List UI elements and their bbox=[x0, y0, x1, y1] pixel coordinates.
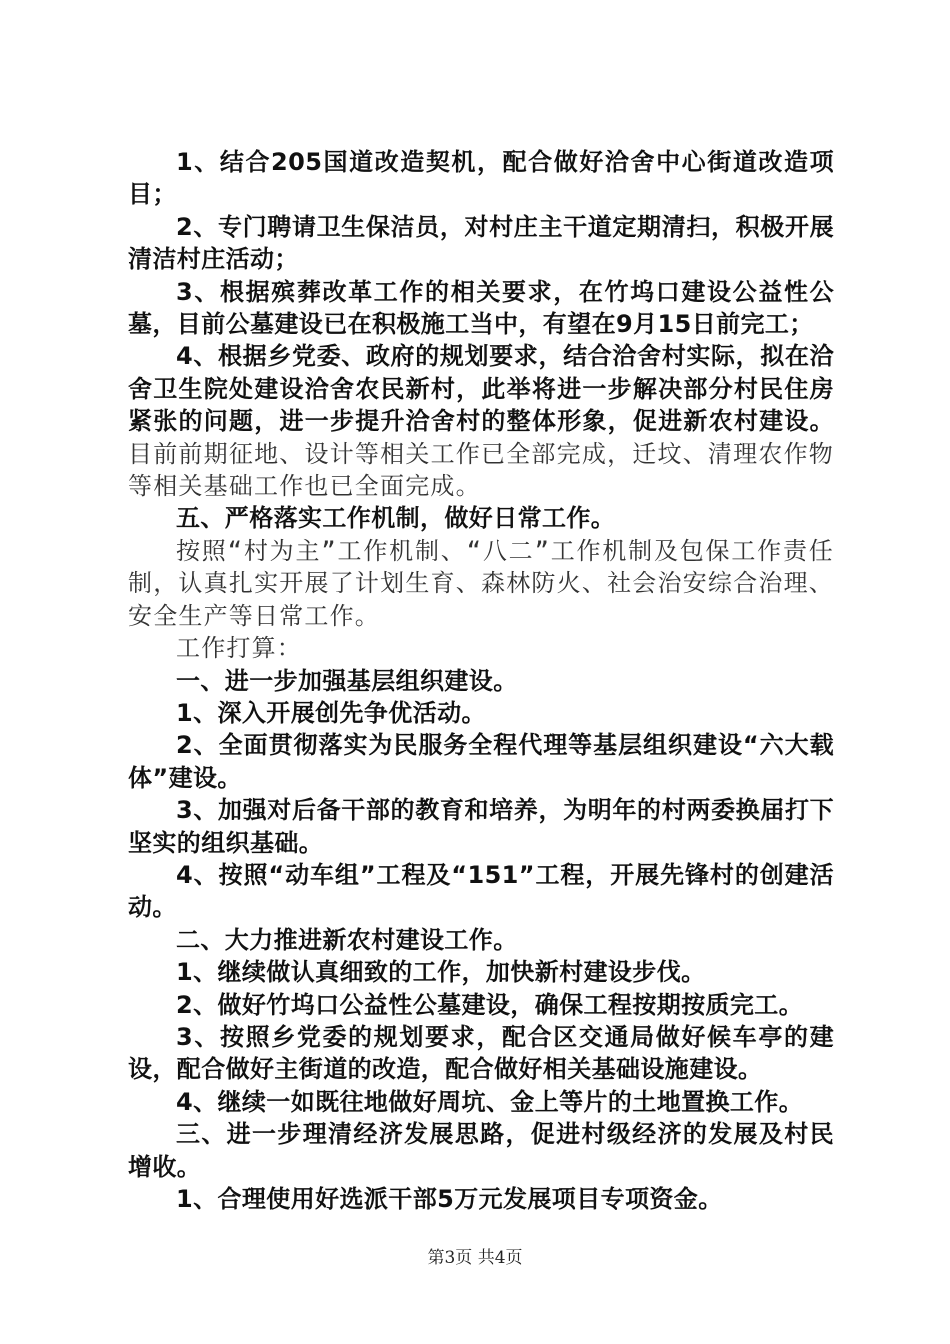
paragraph: 1、继续做认真细致的工作，加快新村建设步伐。 bbox=[176, 958, 706, 987]
paragraph bbox=[128, 340, 834, 502]
paragraph: 3、根据殡葬改革工作的相关要求，在竹坞口建设公益性公墓，目前公墓建设已在积极施工当中，有望在9月15日前完工； bbox=[128, 277, 834, 339]
paragraph: 2、全面贯彻落实为民服务全程代理等基层组织建设“六大载体”建设。 bbox=[128, 731, 834, 792]
paragraph: 4、继续一如既往地做好周坑、金上等片的土地置换工作。 bbox=[176, 1087, 804, 1116]
paragraph: 2、做好竹坞口公益性公墓建设，确保工程按期按质完工。 bbox=[176, 990, 804, 1019]
paragraph: 4、按照“动车组”工程及“151”工程，开展先锋村的创建活动。 bbox=[128, 860, 834, 922]
paragraph: 2、专门聘请卫生保洁员，对村庄主干道定期清扫，积极开展清洁村庄活动； bbox=[128, 212, 834, 274]
section-heading: 二、大力推进新农村建设工作。 bbox=[176, 925, 518, 954]
section-heading: 五、严格落实工作机制，做好日常工作。 bbox=[176, 504, 616, 533]
document-body bbox=[128, 146, 834, 1215]
paragraph-text-light: 目前前期征地、设计等相关工作已全部完成，迁坟、清理农作物等相关基础工作也已全面完成。 bbox=[128, 439, 834, 501]
section-heading: 一、进一步加强基层组织建设。 bbox=[176, 666, 518, 695]
paragraph: 按照“村为主”工作机制、“八二”工作机制及包保工作责任制，认真扎实开展了计划生育、森林防火、社会治安综合治理、安全生产等日常工作。 bbox=[128, 536, 834, 630]
paragraph: 3、按照乡党委的规划要求，配合区交通局做好候车亭的建设，配合做好主街道的改造，配合做好相关基础设施建设。 bbox=[128, 1022, 834, 1084]
paragraph: 1、结合205国道改造契机，配合做好洽舍中心街道改造项目； bbox=[128, 148, 834, 209]
page-footer: 第3页 共4页 bbox=[427, 1248, 523, 1268]
paragraph: 3、加强对后备干部的教育和培养，为明年的村两委换届打下坚实的组织基础。 bbox=[128, 796, 834, 857]
section-heading: 工作打算： bbox=[176, 634, 302, 663]
paragraph-text: 4、根据乡党委、政府的规划要求，结合洽舍村实际，拟在洽舍卫生院处建设洽舍农民新村，此举将进一步解决部分村民住房紧张的问题，进一步提升洽舍村的整体形象，促进新农村建设。 bbox=[128, 342, 834, 436]
paragraph: 1、深入开展创先争优活动。 bbox=[176, 698, 486, 727]
section-heading: 三、进一步理清经济发展思路，促进村级经济的发展及村民增收。 bbox=[128, 1120, 834, 1181]
paragraph: 1、合理使用好选派干部5万元发展项目专项资金。 bbox=[176, 1185, 723, 1213]
